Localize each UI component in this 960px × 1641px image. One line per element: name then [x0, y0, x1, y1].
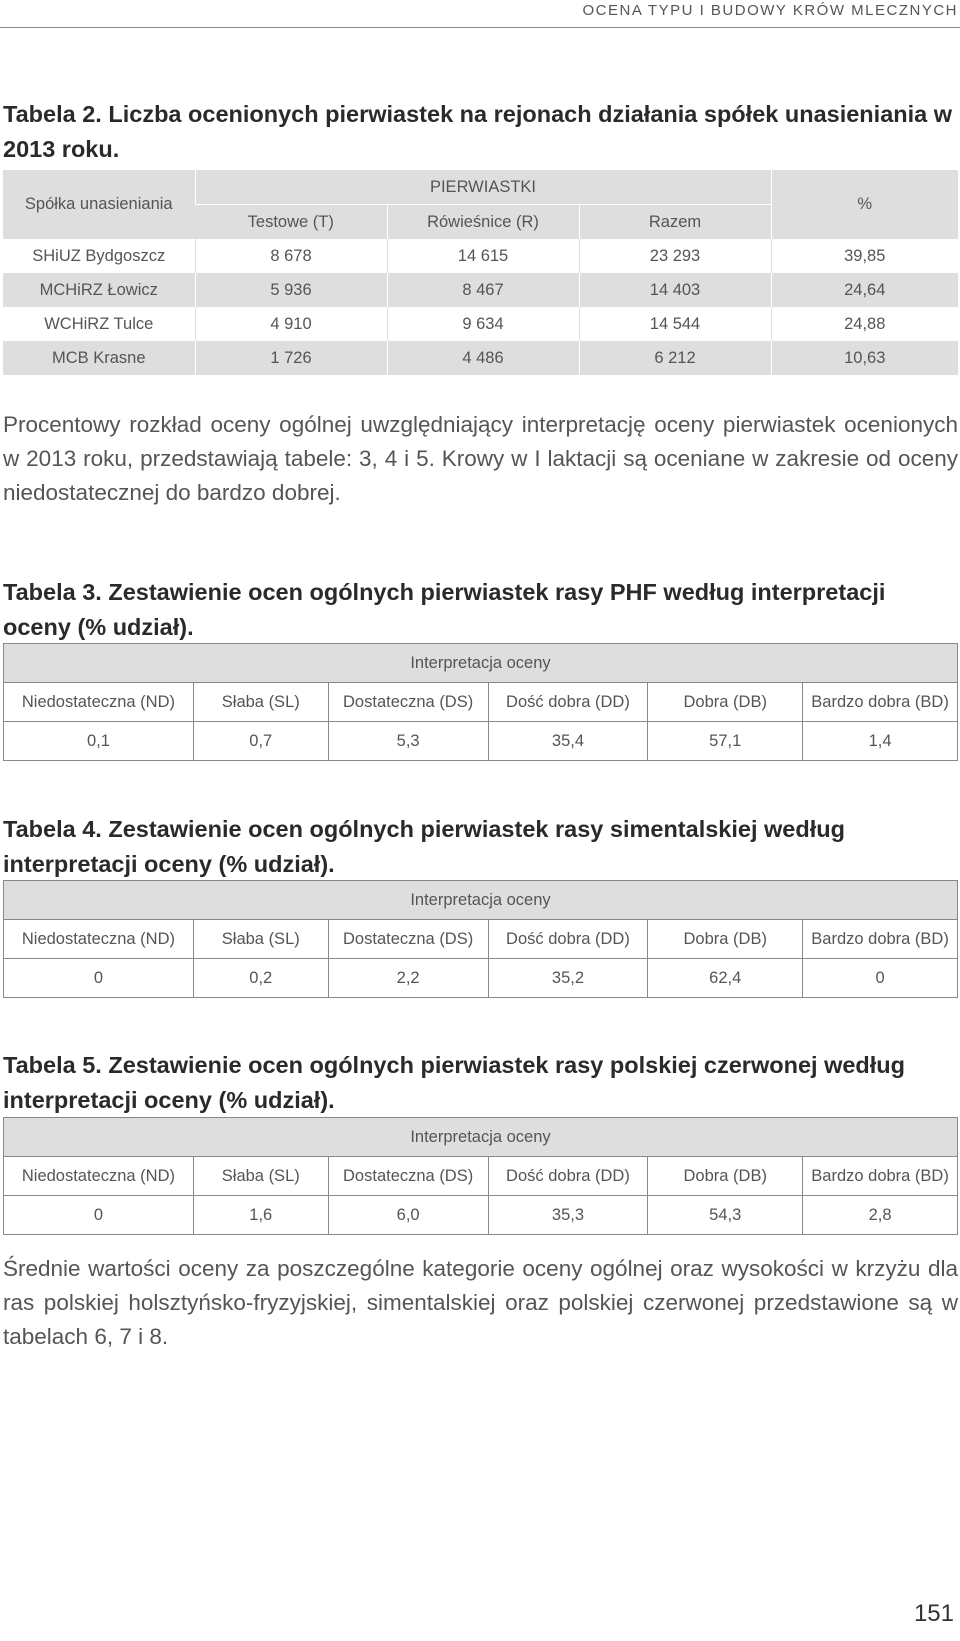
table2-cell-tested: 4 910 — [195, 307, 387, 341]
table3-columns-row — [4, 683, 958, 722]
paragraph-2: Średnie wartości oceny za poszczególne kategorie oceny ogólnej oraz wysokości w krzyżu dla ras polskiej holsztyńsko-fryzyjskiej, simentalskiej oraz polskiej czerwonej przedstawione są w tabelach 6, 7 i 8. — [3, 1256, 958, 1349]
table2-header-peers: Rówieśnice (R) — [387, 205, 579, 240]
table-row — [3, 307, 958, 341]
table2-header-tested: Testowe (T) — [195, 205, 387, 240]
table4-val-bd: 0 — [803, 959, 958, 998]
table4-val-dd: 35,2 — [488, 959, 648, 998]
table3-col-dd: Dość dobra (DD) — [488, 683, 648, 722]
table4-columns-row — [4, 920, 958, 959]
table4-col-db: Dobra (DB) — [648, 920, 803, 959]
table5-col-dd: Dość dobra (DD) — [488, 1157, 648, 1196]
table2-cell-total: 23 293 — [579, 239, 771, 273]
table5-col-sl: Słaba (SL) — [193, 1157, 328, 1196]
table4-val-sl: 0,2 — [193, 959, 328, 998]
table4-val-db: 62,4 — [648, 959, 803, 998]
table3-col-sl: Słaba (SL) — [193, 683, 328, 722]
table5-col-nd: Niedostateczna (ND) — [4, 1157, 194, 1196]
table2-cell-total: 6 212 — [579, 341, 771, 375]
table5-col-db: Dobra (DB) — [648, 1157, 803, 1196]
table3-val-sl: 0,7 — [193, 722, 328, 761]
table2-cell-tested: 8 678 — [195, 239, 387, 273]
table2-header-percent: % — [771, 170, 958, 239]
table3-col-nd: Niedostateczna (ND) — [4, 683, 194, 722]
table3-header-interpretation-row — [4, 644, 958, 683]
header-rule — [0, 27, 960, 28]
table-row — [3, 341, 958, 375]
table2-header-row1 — [3, 170, 958, 205]
table-row — [4, 722, 958, 761]
table2 — [3, 170, 958, 375]
table5-val-sl: 1,6 — [193, 1196, 328, 1235]
table4 — [3, 880, 958, 998]
paragraph-1: Procentowy rozkład oceny ogólnej uwzględniający interpretację oceny pierwiastek ocenionych w 2013 roku, przedstawiają tabele: 3, 4 i 5. Krowy w I laktacji są oceniane w zakresie od oceny niedostatecznej do bardzo dobrej. — [3, 412, 958, 505]
table4-header-interpretation-row — [4, 881, 958, 920]
table2-header-total: Razem — [579, 205, 771, 240]
table4-col-sl: Słaba (SL) — [193, 920, 328, 959]
table4-col-dd: Dość dobra (DD) — [488, 920, 648, 959]
table2-cell-peers: 9 634 — [387, 307, 579, 341]
table-row — [3, 273, 958, 307]
table5-val-db: 54,3 — [648, 1196, 803, 1235]
table2-header-group: PIERWIASTKI — [195, 170, 771, 205]
table5-caption: Tabela 5. Zestawienie ocen ogólnych pierwiastek rasy polskiej czerwonej według interpretacji oceny (% udział). — [3, 1052, 906, 1113]
table3-val-db: 57,1 — [648, 722, 803, 761]
table3-col-bd: Bardzo dobra (BD) — [803, 683, 958, 722]
running-head: OCENA TYPU I BUDOWY KRÓW MLECZNYCH — [582, 2, 958, 19]
table2-cell-company: MCB Krasne — [3, 341, 195, 375]
table2-cell-peers: 4 486 — [387, 341, 579, 375]
table2-cell-tested: 1 726 — [195, 341, 387, 375]
table5-col-ds: Dostateczna (DS) — [328, 1157, 488, 1196]
table5-header-interpretation-row — [4, 1118, 958, 1157]
table2-cell-company: WCHiRZ Tulce — [3, 307, 195, 341]
table3-val-dd: 35,4 — [488, 722, 648, 761]
table2-cell-percent: 39,85 — [771, 239, 958, 273]
table4-val-nd: 0 — [4, 959, 194, 998]
table2-cell-tested: 5 936 — [195, 273, 387, 307]
table2-cell-total: 14 544 — [579, 307, 771, 341]
table4-header-interpretation: Interpretacja oceny — [4, 881, 958, 920]
table2-cell-peers: 8 467 — [387, 273, 579, 307]
table4-col-ds: Dostateczna (DS) — [328, 920, 488, 959]
table4-val-ds: 2,2 — [328, 959, 488, 998]
table-row — [4, 959, 958, 998]
table5-val-bd: 2,8 — [803, 1196, 958, 1235]
table5-val-ds: 6,0 — [328, 1196, 488, 1235]
table2-cell-percent: 10,63 — [771, 341, 958, 375]
table2-cell-percent: 24,64 — [771, 273, 958, 307]
table3-col-db: Dobra (DB) — [648, 683, 803, 722]
table5-col-bd: Bardzo dobra (BD) — [803, 1157, 958, 1196]
table5-columns-row — [4, 1157, 958, 1196]
table4-col-nd: Niedostateczna (ND) — [4, 920, 194, 959]
table4-col-bd: Bardzo dobra (BD) — [803, 920, 958, 959]
table5-header-interpretation: Interpretacja oceny — [4, 1118, 958, 1157]
table3-caption: Tabela 3. Zestawienie ocen ogólnych pierwiastek rasy PHF według interpretacji oceny (% udział). — [3, 579, 886, 640]
table-row — [3, 239, 958, 273]
page-number: 151 — [913, 1600, 954, 1627]
table5 — [3, 1117, 958, 1235]
table3-val-nd: 0,1 — [4, 722, 194, 761]
table2-cell-total: 14 403 — [579, 273, 771, 307]
table2-cell-company: MCHiRZ Łowicz — [3, 273, 195, 307]
table3 — [3, 643, 958, 761]
table3-val-bd: 1,4 — [803, 722, 958, 761]
table2-header-company: Spółka unasieniania — [3, 170, 195, 239]
table2-cell-peers: 14 615 — [387, 239, 579, 273]
table3-val-ds: 5,3 — [328, 722, 488, 761]
table2-caption: Tabela 2. Liczba ocenionych pierwiastek na rejonach działania spółek unasieniania w 2013 roku. — [3, 101, 953, 162]
table3-col-ds: Dostateczna (DS) — [328, 683, 488, 722]
table2-cell-percent: 24,88 — [771, 307, 958, 341]
table5-val-dd: 35,3 — [488, 1196, 648, 1235]
table-row — [4, 1196, 958, 1235]
table5-val-nd: 0 — [4, 1196, 194, 1235]
table2-cell-company: SHiUZ Bydgoszcz — [3, 239, 195, 273]
table4-caption: Tabela 4. Zestawienie ocen ogólnych pierwiastek rasy simentalskiej według interpretacji oceny (% udział). — [3, 816, 845, 877]
table3-header-interpretation: Interpretacja oceny — [4, 644, 958, 683]
